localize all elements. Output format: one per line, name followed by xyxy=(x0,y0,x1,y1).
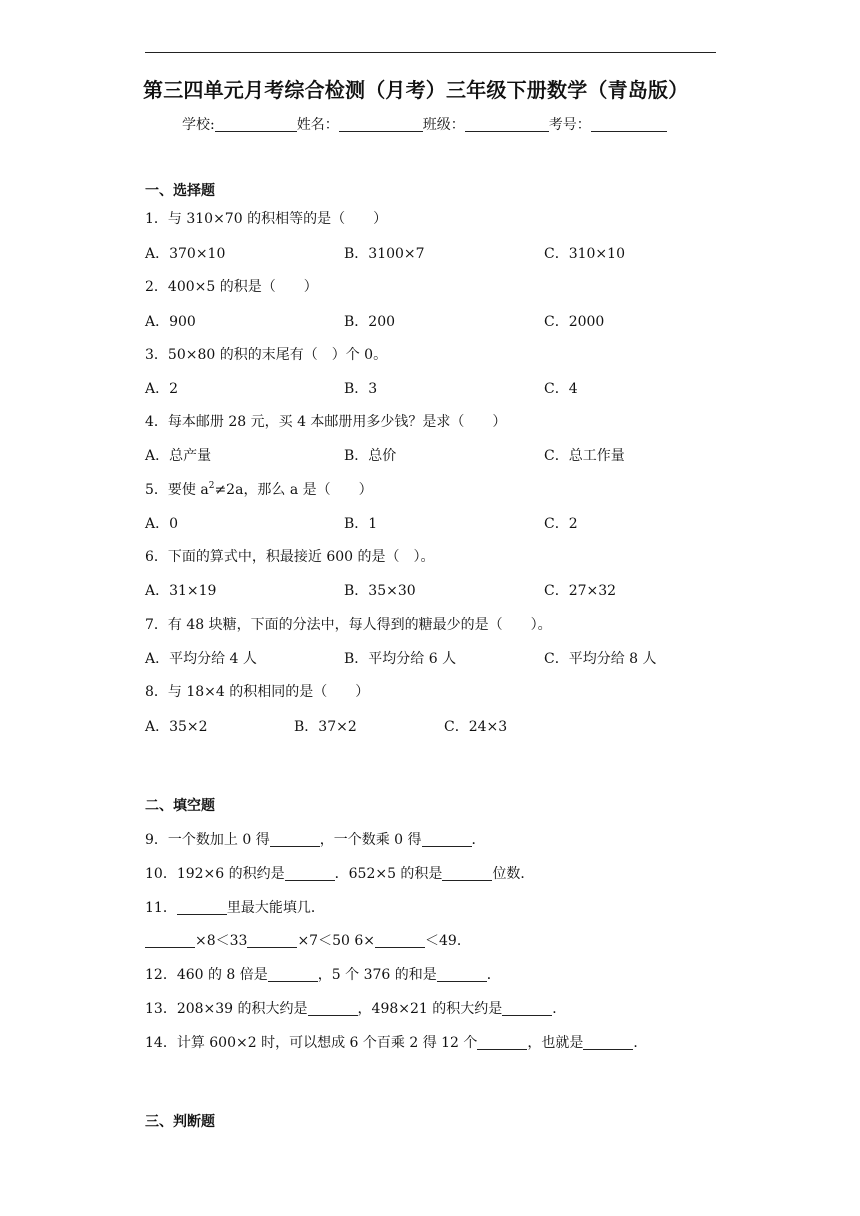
q11-ineq-3: ＜49． xyxy=(425,933,471,949)
question-7: 7．有 48 块糖，下面的分法中，每人得到的糖最少的是（ ）。 xyxy=(145,617,552,633)
question-11 xyxy=(145,897,325,917)
name-field[interactable] xyxy=(339,117,423,132)
q12-text-2: ，5 个 376 的和是 xyxy=(317,967,437,983)
answer-blank[interactable] xyxy=(308,1001,358,1016)
question-1: 1．与 310×70 的积相等的是（ ） xyxy=(145,211,388,227)
question-5 xyxy=(145,479,373,499)
question-3: 3．50×80 的积的末尾有（ ）个 0。 xyxy=(145,347,388,363)
question-2: 2．400×5 的积是（ ） xyxy=(145,279,318,295)
q9-text-3: ． xyxy=(471,832,486,848)
q12-text-1: 12．460 的 8 倍是 xyxy=(145,967,268,983)
answer-blank[interactable] xyxy=(177,900,227,915)
q8-option-b[interactable]: B．37×2 xyxy=(294,719,357,735)
q8-option-a[interactable]: A．35×2 xyxy=(145,719,208,735)
student-info-line xyxy=(182,114,667,134)
question-11-line-2 xyxy=(145,930,471,950)
q14-text-2: ，也就是 xyxy=(527,1035,584,1051)
q4-option-a[interactable]: A．总产量 xyxy=(145,448,212,464)
q2-option-a[interactable]: A．900 xyxy=(145,314,196,330)
question-14 xyxy=(145,1032,647,1052)
q13-text-1: 13．208×39 的积大约是 xyxy=(145,1001,308,1017)
q3-option-b[interactable]: B．3 xyxy=(344,381,378,397)
question-10 xyxy=(145,863,534,883)
q10-text-3: 位数． xyxy=(492,866,535,882)
q1-option-a[interactable]: A．370×10 xyxy=(145,246,226,262)
answer-blank[interactable] xyxy=(442,866,492,881)
exam-number-field[interactable] xyxy=(591,117,667,132)
answer-blank[interactable] xyxy=(285,866,335,881)
question-6: 6．下面的算式中，积最接近 600 的是（ ）。 xyxy=(145,549,435,565)
class-field[interactable] xyxy=(465,117,549,132)
school-field[interactable] xyxy=(215,117,297,132)
q5-text-end: ≠2a，那么 a 是（ ） xyxy=(214,482,373,498)
answer-blank[interactable] xyxy=(247,933,297,948)
q4-option-b[interactable]: B．总价 xyxy=(344,448,397,464)
q1-option-c[interactable]: C．310×10 xyxy=(544,246,625,262)
q6-option-c[interactable]: C．27×32 xyxy=(544,583,617,599)
header-rule xyxy=(145,52,716,53)
answer-blank[interactable] xyxy=(375,933,425,948)
q13-text-2: ，498×21 的积大约是 xyxy=(357,1001,503,1017)
q7-option-b[interactable]: B．平均分给 6 人 xyxy=(344,651,457,667)
q5-text-start: 5．要使 a xyxy=(145,482,209,498)
answer-blank[interactable] xyxy=(268,967,318,982)
answer-blank[interactable] xyxy=(437,967,487,982)
answer-blank[interactable] xyxy=(422,832,472,847)
q11-ineq-1: ×8＜33 xyxy=(195,933,248,949)
q14-text-3: ． xyxy=(633,1035,648,1051)
q2-option-c[interactable]: C．2000 xyxy=(544,314,605,330)
section-choice-heading: 一、选择题 xyxy=(145,183,215,199)
q5-exponent: 2 xyxy=(208,481,215,491)
question-8: 8．与 18×4 的积相同的是（ ） xyxy=(145,684,370,700)
school-label: 学校: xyxy=(182,117,215,133)
q6-option-a[interactable]: A．31×19 xyxy=(145,583,217,599)
question-13 xyxy=(145,998,566,1018)
question-9 xyxy=(145,829,486,849)
q5-option-c[interactable]: C．2 xyxy=(544,516,578,532)
section-fill-heading: 二、填空题 xyxy=(145,798,215,814)
question-12 xyxy=(145,964,501,984)
answer-blank[interactable] xyxy=(477,1035,527,1050)
class-label: 班级： xyxy=(422,117,465,133)
q10-text-1: 10．192×6 的积约是 xyxy=(145,866,285,882)
section-judge-heading: 三、判断题 xyxy=(145,1114,215,1130)
q5-option-b[interactable]: B．1 xyxy=(344,516,378,532)
answer-blank[interactable] xyxy=(270,832,320,847)
q9-text-2: ，一个数乘 0 得 xyxy=(319,832,422,848)
q11-ineq-2: ×7＜50 6× xyxy=(297,933,375,949)
q13-text-3: ． xyxy=(552,1001,567,1017)
q7-option-a[interactable]: A．平均分给 4 人 xyxy=(145,651,257,667)
q6-option-b[interactable]: B．35×30 xyxy=(344,583,416,599)
q1-option-b[interactable]: B．3100×7 xyxy=(344,246,425,262)
q3-option-a[interactable]: A．2 xyxy=(145,381,179,397)
q3-option-c[interactable]: C．4 xyxy=(544,381,578,397)
question-4: 4．每本邮册 28 元，买 4 本邮册用多少钱？是求（ ） xyxy=(145,414,507,430)
q7-option-c[interactable]: C．平均分给 8 人 xyxy=(544,651,657,667)
q8-option-c[interactable]: C．24×3 xyxy=(444,719,508,735)
name-label: 姓名： xyxy=(296,117,339,133)
answer-blank[interactable] xyxy=(502,1001,552,1016)
q11-text-1: 11． xyxy=(145,900,177,916)
id-label: 考号： xyxy=(548,117,591,133)
q12-text-3: ． xyxy=(486,967,501,983)
q10-text-2: ．652×5 的积是 xyxy=(334,866,443,882)
q2-option-b[interactable]: B．200 xyxy=(344,314,396,330)
answer-blank[interactable] xyxy=(145,933,195,948)
q14-text-1: 14．计算 600×2 时，可以想成 6 个百乘 2 得 12 个 xyxy=(145,1035,478,1051)
q4-option-c[interactable]: C．总工作量 xyxy=(544,448,625,464)
q5-option-a[interactable]: A．0 xyxy=(145,516,179,532)
q11-text-2: 里最大能填几． xyxy=(226,900,325,916)
q9-text-1: 9．一个数加上 0 得 xyxy=(145,832,270,848)
answer-blank[interactable] xyxy=(583,1035,633,1050)
page-title: 第三四单元月考综合检测（月考）三年级下册数学（青岛版） xyxy=(143,78,689,102)
